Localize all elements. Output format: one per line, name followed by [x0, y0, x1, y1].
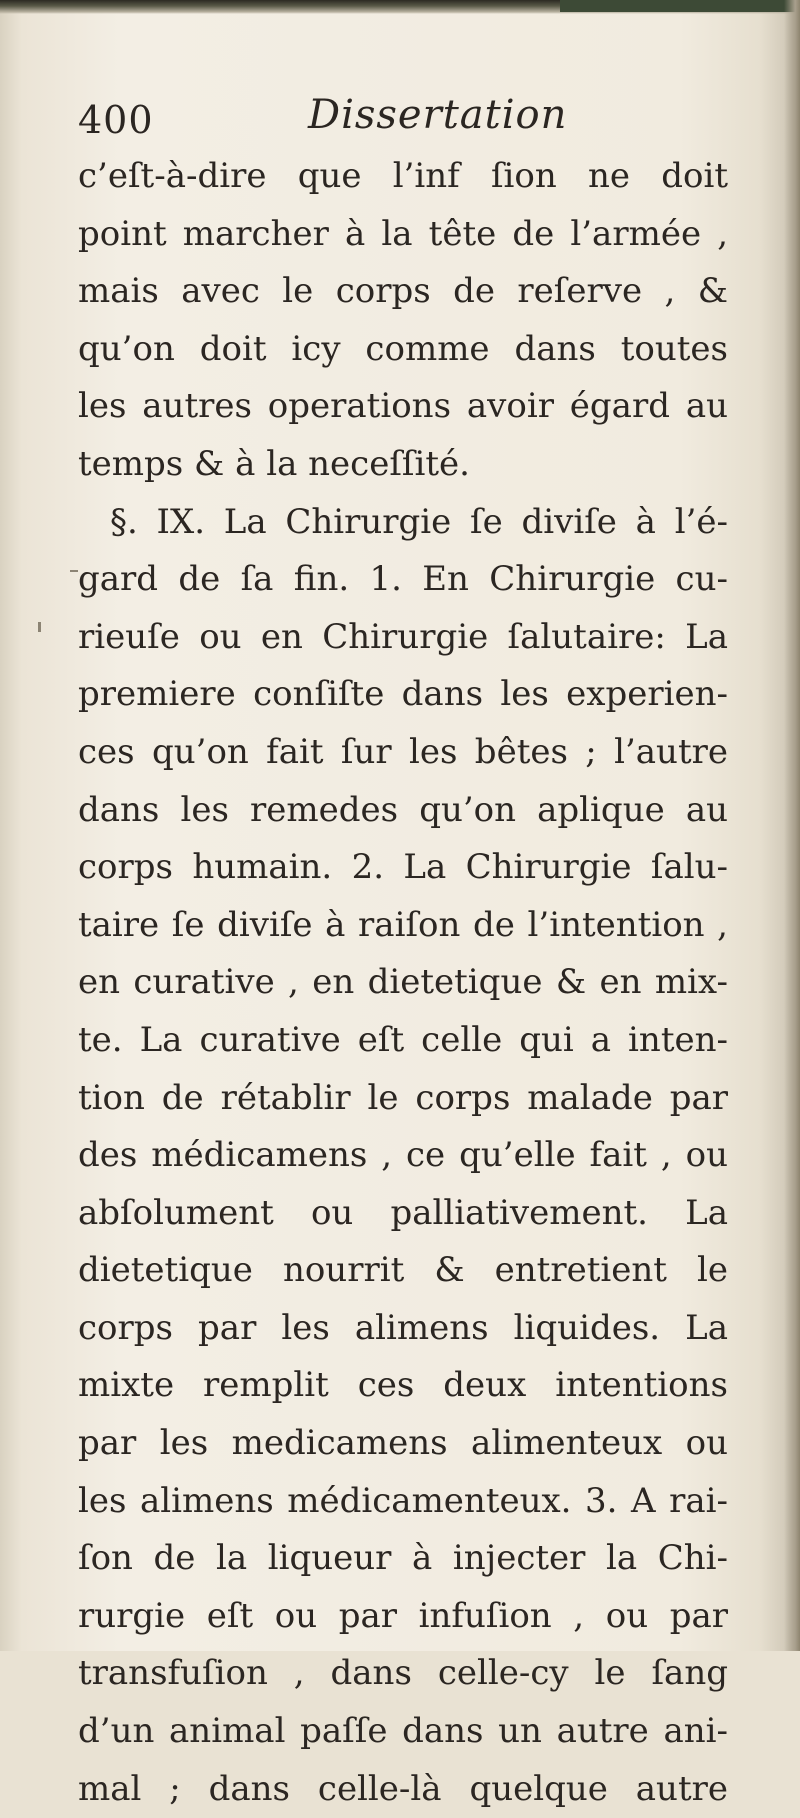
text-line: te. La curative eſt celle qui a inten-: [78, 1019, 728, 1060]
text-line: des médicamens , ce qu’elle fait , ou: [78, 1135, 728, 1176]
text-line: premiere conſiſte dans les experien-: [78, 674, 728, 715]
text-line: point marcher à la tête de l’armée ,: [78, 213, 728, 254]
text-line: §. IX. La Chirurgie ſe diviſe à l’é-: [110, 501, 728, 542]
text-line: corps par les alimens liquides. La: [78, 1307, 728, 1348]
paper-mark: [70, 570, 78, 572]
text-line: corps humain. 2. La Chirurgie ſalu-: [78, 847, 728, 888]
text-line: les autres operations avoir égard au: [78, 386, 728, 427]
text-line: d’un animal paſſe dans un autre ani-: [78, 1711, 728, 1752]
text-line: gard de ſa fin. 1. En Chirurgie cu-: [78, 559, 728, 600]
text-line: mixte remplit ces deux intentions: [78, 1365, 728, 1406]
text-line: ſon de la liqueur à injecter la Chi-: [78, 1538, 728, 1579]
text-line: par les medicamens alimenteux ou: [78, 1423, 728, 1464]
text-line: mais avec le corps de reſerve , &: [78, 271, 728, 312]
page-header: [78, 92, 728, 148]
text-line: mal ; dans celle-là quelque autre: [78, 1768, 728, 1809]
text-line: tion de rétablir le corps malade par: [78, 1077, 728, 1118]
text-line: c’eſt-à-dire que l’inf ſion ne doit: [78, 156, 728, 196]
binding-tab: [560, 0, 800, 12]
text-line: rieuſe ou en Chirurgie ſalutaire: La: [78, 616, 728, 657]
body-text: [78, 148, 728, 1818]
text-line: ces qu’on fait ſur les bêtes ; l’autre: [78, 731, 728, 772]
running-title: Dissertation: [308, 92, 568, 138]
text-line: rurgie eſt ou par infuſion , ou par: [78, 1595, 728, 1636]
paper-mark: [38, 622, 41, 632]
text-line: abſolument ou palliativement. La: [78, 1192, 728, 1233]
page-gutter-shadow: [784, 0, 800, 1651]
text-line: dietetique nourrit & entretient le: [78, 1250, 728, 1291]
text-line: les alimens médicamenteux. 3. A rai-: [78, 1480, 728, 1521]
text-line: taire ſe diviſe à raiſon de l’intention ,: [78, 904, 728, 945]
text-line: qu’on doit icy comme dans toutes: [78, 328, 728, 369]
text-line: en curative , en dietetique & en mix-: [78, 962, 728, 1003]
text-line: dans les remedes qu’on aplique au: [78, 789, 728, 830]
page-number: 400: [78, 98, 154, 142]
text-line: temps & à la neceſſité.: [78, 443, 470, 484]
book-page: [78, 92, 728, 1818]
text-line: transfuſion , dans celle-cy le ſang: [78, 1653, 728, 1694]
